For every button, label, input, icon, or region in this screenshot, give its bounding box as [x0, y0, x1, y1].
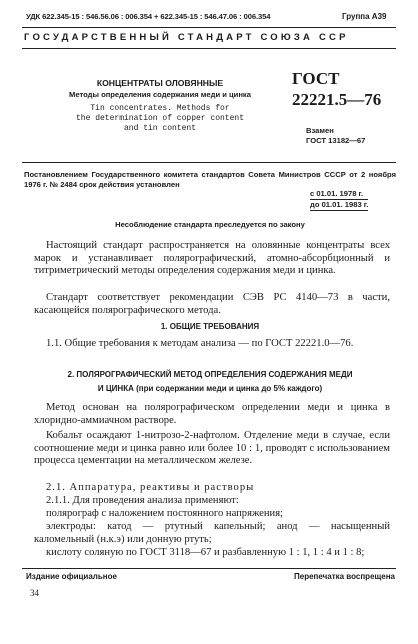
title-ru-sub: Методы определения содержания меди и цинка: [69, 90, 251, 99]
footer-rule: [22, 568, 396, 569]
section-2-paragraph-6: электроды: катод — ртутный капельный; анод — насыщенный каломельный (н.к.э) или донную ртуть;: [34, 521, 390, 545]
validity-dates: [310, 189, 368, 211]
intro-paragraph-1: Настоящий стандарт распространяется на оловянные концентраты всех марок и устанавливает полярографический, атомно-абсорбционный и титриметрический методы определения содержания меди и цинка.: [34, 240, 390, 277]
section-2-subheading: 2.1. Аппаратура, реактивы и растворы: [46, 482, 255, 493]
top-rule: [22, 27, 396, 28]
gost-block: [292, 68, 402, 110]
title-en-line: Tin concentrates. Methods for: [90, 104, 230, 113]
section-2-paragraph-5: полярограф с наложением постоянного напряжения;: [46, 508, 284, 519]
replace-label: Взамен: [306, 126, 334, 135]
footer-edition: Издание официальное: [26, 572, 117, 581]
gost-label: ГОСТ: [292, 69, 340, 88]
date-to: до 01.01. 1983 г.: [310, 200, 369, 209]
warning-text: Несоблюдение стандарта преследуется по закону: [115, 220, 305, 229]
group-code: Группа А39: [342, 12, 387, 21]
section-2-paragraph-2: Кобальт осаждают 1-нитрозо-2-нафтолом. Отделение меди в случае, если соотношение меди и цинка равно или более 10 : 1, проводят с использованием процесса цементации на металлическом железе.: [34, 430, 390, 467]
udk-code: УДК 622.345-15 : 546.56.06 : 006.354 + 622.345-15 : 546.47.06 : 006.354: [26, 12, 271, 21]
standard-line: ГОСУДАРСТВЕННЫЙ СТАНДАРТ СОЮЗА ССР: [24, 32, 349, 43]
replaces-block: [306, 126, 365, 146]
top-rule-2: [22, 48, 396, 49]
title-en-line: the determination of copper content: [75, 114, 245, 123]
title-ru-main: КОНЦЕНТРАТЫ ОЛОВЯННЫЕ: [96, 78, 224, 88]
date-from: с 01.01. 1978 г.: [310, 189, 368, 200]
decree-rule: [22, 162, 396, 163]
decree-text: Постановлением Государственного комитета стандартов Совета Министров СССР от 2 ноября 1976 г. № 2484 срок действия установлен: [24, 170, 396, 189]
section-2-heading-2: И ЦИНКА (при содержании меди и цинка до 5% каждого): [97, 384, 323, 393]
section-2-heading: 2. ПОЛЯРОГРАФИЧЕСКИЙ МЕТОД ОПРЕДЕЛЕНИЯ СОДЕРЖАНИЯ МЕДИ: [67, 370, 353, 379]
section-2-paragraph-4: 2.1.1. Для проведения анализа применяют:: [46, 495, 239, 506]
replace-value: ГОСТ 13182—67: [306, 136, 366, 145]
footer-reprint: Перепечатка воспрещена: [294, 572, 395, 581]
section-1-paragraph: 1.1. Общие требования к методам анализа — по ГОСТ 22221.0—76.: [46, 338, 354, 349]
intro-paragraph-2: Стандарт соответствует рекомендации СЭВ РС 4140—73 в части, касающейся полярографического метода.: [34, 292, 390, 316]
section-2-paragraph-1: Метод основан на полярографическом определении меди и цинка в хлоридно-аммиачном растворе.: [34, 402, 390, 426]
gost-number: 22221.5—76: [292, 90, 382, 109]
page-number: 34: [30, 588, 39, 598]
title-en: [40, 104, 280, 134]
title-en-line: and tin content: [123, 124, 196, 133]
section-1-heading: 1. ОБЩИЕ ТРЕБОВАНИЯ: [160, 322, 260, 331]
section-2-paragraph-7: кислоту соляную по ГОСТ 3118—67 и разбавленную 1 : 1, 1 : 4 и 1 : 8;: [46, 547, 365, 558]
